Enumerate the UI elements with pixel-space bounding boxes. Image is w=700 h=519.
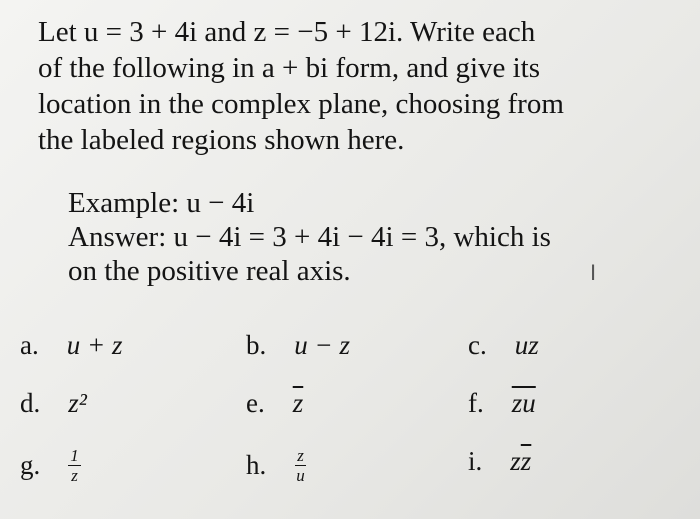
- exercise-label: d.: [20, 388, 41, 418]
- example-line-3: on the positive real axis.: [68, 255, 351, 287]
- fraction-denominator: u: [296, 466, 305, 485]
- expression-factor: z: [510, 446, 521, 476]
- exercise-expression: [510, 446, 531, 477]
- fraction-numerator: 1: [70, 446, 79, 465]
- fraction-numerator: z: [297, 446, 304, 465]
- exercise-c: [468, 330, 539, 361]
- exercise-label: i.: [468, 446, 483, 476]
- exercise-d: [20, 388, 87, 419]
- exercise-expression: u − z: [294, 330, 350, 360]
- exercise-f: [468, 388, 536, 419]
- fraction: [68, 446, 81, 485]
- exercise-expression: z²: [68, 388, 87, 418]
- fraction: [294, 446, 307, 485]
- problem-line-3: location in the complex plane, choosing from: [38, 88, 564, 120]
- example-line-1: Example: u − 4i: [68, 187, 255, 219]
- problem-line-1: Let u = 3 + 4i and z = −5 + 12i. Write each: [38, 16, 536, 48]
- exercise-expression-conjugate: $\overline{zu}$: [511, 388, 536, 418]
- exercise-a: [20, 330, 122, 361]
- exercise-label: g.: [20, 450, 41, 480]
- fraction-denominator: z: [71, 466, 78, 485]
- exercise-label: h.: [246, 450, 267, 480]
- exercise-expression: uz: [514, 330, 539, 360]
- problem-line-2: of the following in a + bi form, and give its: [38, 52, 541, 84]
- exercise-g: [20, 446, 81, 485]
- exercise-i: [468, 446, 531, 477]
- expression-conjugate-factor: $\overline{z}$: [520, 446, 532, 476]
- text-cursor-icon: I: [590, 260, 597, 285]
- problem-line-4: the labeled regions shown here.: [38, 124, 405, 156]
- exercise-expression-conjugate: $\overline{z}$: [292, 388, 304, 418]
- exercise-b: [246, 330, 350, 361]
- exercise-h: [246, 446, 307, 485]
- example-line-2: Answer: u − 4i = 3 + 4i − 4i = 3, which is: [68, 221, 551, 253]
- exercise-label: e.: [246, 388, 265, 418]
- exercise-label: b.: [246, 330, 267, 360]
- exercise-expression: u + z: [66, 330, 123, 360]
- exercise-label: c.: [468, 330, 487, 360]
- exercise-label: f.: [468, 388, 484, 418]
- exercise-label: a.: [20, 330, 39, 360]
- exercise-e: [246, 388, 303, 419]
